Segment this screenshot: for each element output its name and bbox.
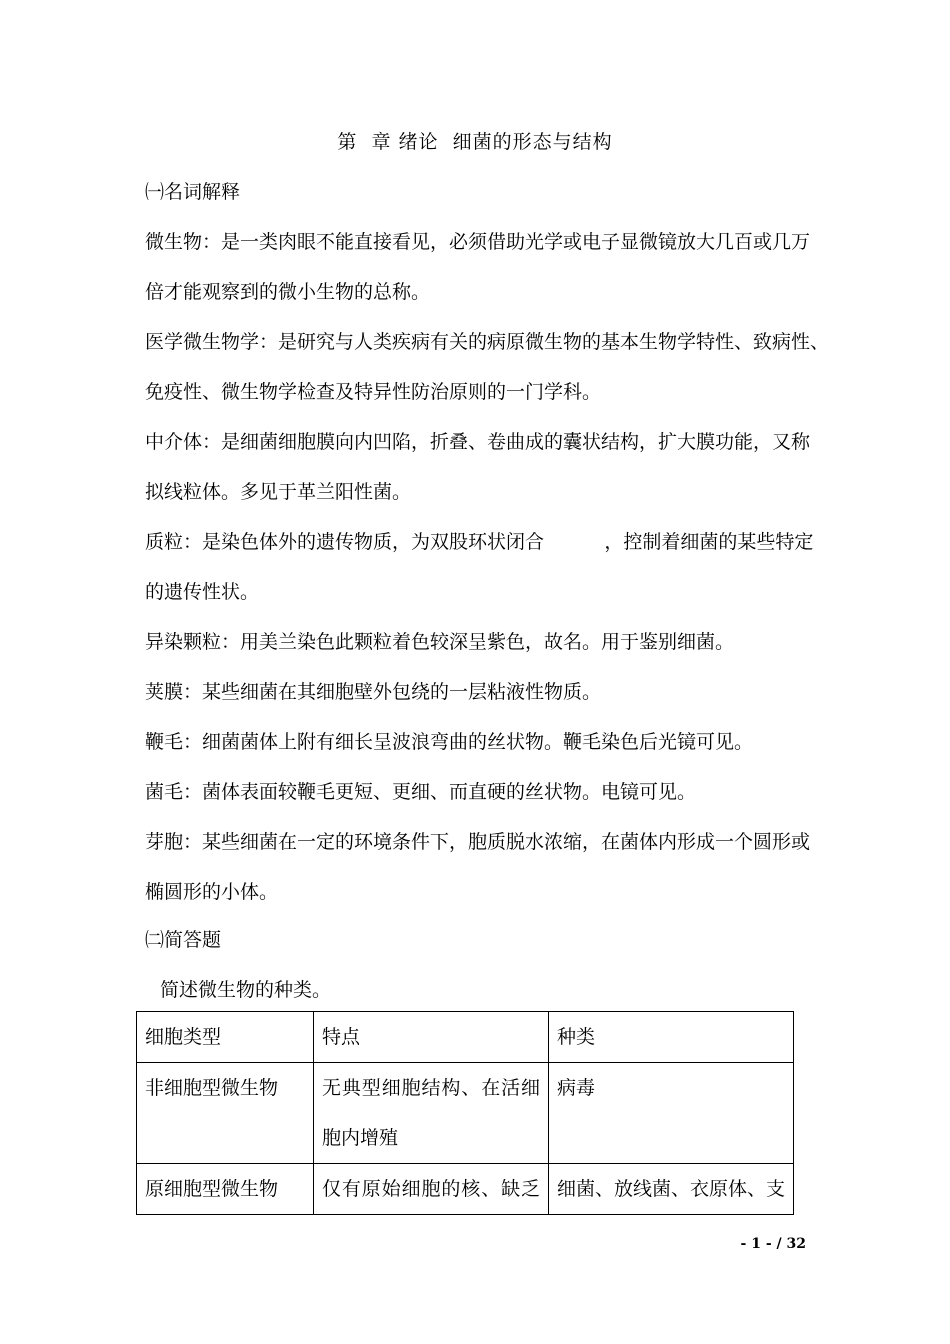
- table-header-cell: 种类: [549, 1012, 794, 1063]
- definition-line: 质粒：是染色体外的遗传物质，为双股环状闭合 ，控制着细菌的某些特定: [145, 531, 814, 553]
- section-heading-definitions: ㈠名词解释: [145, 181, 241, 203]
- definition-line: 倍才能观察到的微小生物的总称。: [145, 281, 431, 303]
- page-number: - 1 - / 32: [740, 1236, 806, 1252]
- table-cell-type: 原细胞型微生物: [137, 1164, 314, 1215]
- table-row: [137, 1063, 794, 1164]
- definition-line: 拟线粒体。多见于革兰阳性菌。: [145, 481, 412, 503]
- page-title: 第 章 绪论 细菌的形态与结构: [337, 131, 613, 153]
- table-cell-kinds: [549, 1063, 794, 1164]
- definition-line: 的遗传性状。: [145, 581, 260, 603]
- table-header-row: [137, 1012, 794, 1063]
- definition-line: 菌毛：菌体表面较鞭毛更短、更细、而直硬的丝状物。电镜可见。: [145, 781, 697, 803]
- definition-line: 椭圆形的小体。: [145, 881, 279, 903]
- microbe-types-table: [136, 1011, 794, 1215]
- definition-line: 异染颗粒：用美兰染色此颗粒着色较深呈紫色，故名。用于鉴别细菌。: [145, 631, 735, 653]
- table-cell-line: 病毒: [557, 1077, 596, 1099]
- question-text: 简述微生物的种类。: [160, 979, 332, 1001]
- definition-line: 鞭毛：细菌菌体上附有细长呈波浪弯曲的丝状物。鞭毛染色后光镜可见。: [145, 731, 754, 753]
- definition-line: 微生物：是一类肉眼不能直接看见，必须借助光学或电子显微镜放大几百或几万: [145, 231, 811, 253]
- table-cell-line: 仅有原始细胞的核、缺乏: [322, 1178, 540, 1200]
- table-header-cell: 细胞类型: [137, 1012, 314, 1063]
- section-heading-short-answer: ㈡简答题: [145, 929, 222, 951]
- table-row: [137, 1164, 794, 1215]
- definition-line: 免疫性、微生物学检查及特异性防治原则的一门学科。: [145, 381, 602, 403]
- table-cell-line: 无典型细胞结构、在活细: [322, 1077, 540, 1099]
- table-cell-kinds: [549, 1164, 794, 1215]
- table-cell-line: 细菌、放线菌、衣原体、支: [557, 1178, 786, 1200]
- table-header-cell: 特点: [314, 1012, 549, 1063]
- table-cell-features: [314, 1063, 549, 1164]
- table-cell-type: 非细胞型微生物: [137, 1063, 314, 1164]
- definition-line: 中介体：是细菌细胞膜向内凹陷，折叠、卷曲成的囊状结构，扩大膜功能，又称: [145, 431, 811, 453]
- definition-line: 荚膜：某些细菌在其细胞壁外包绕的一层粘液性物质。: [145, 681, 602, 703]
- definition-line: 芽胞：某些细菌在一定的环境条件下，胞质脱水浓缩，在菌体内形成一个圆形或: [145, 831, 811, 853]
- table-cell-features: [314, 1164, 549, 1215]
- table-cell-line: 胞内增殖: [322, 1127, 399, 1149]
- definition-line: 医学微生物学：是研究与人类疾病有关的病原微生物的基本生物学特性、致病性、: [145, 331, 830, 353]
